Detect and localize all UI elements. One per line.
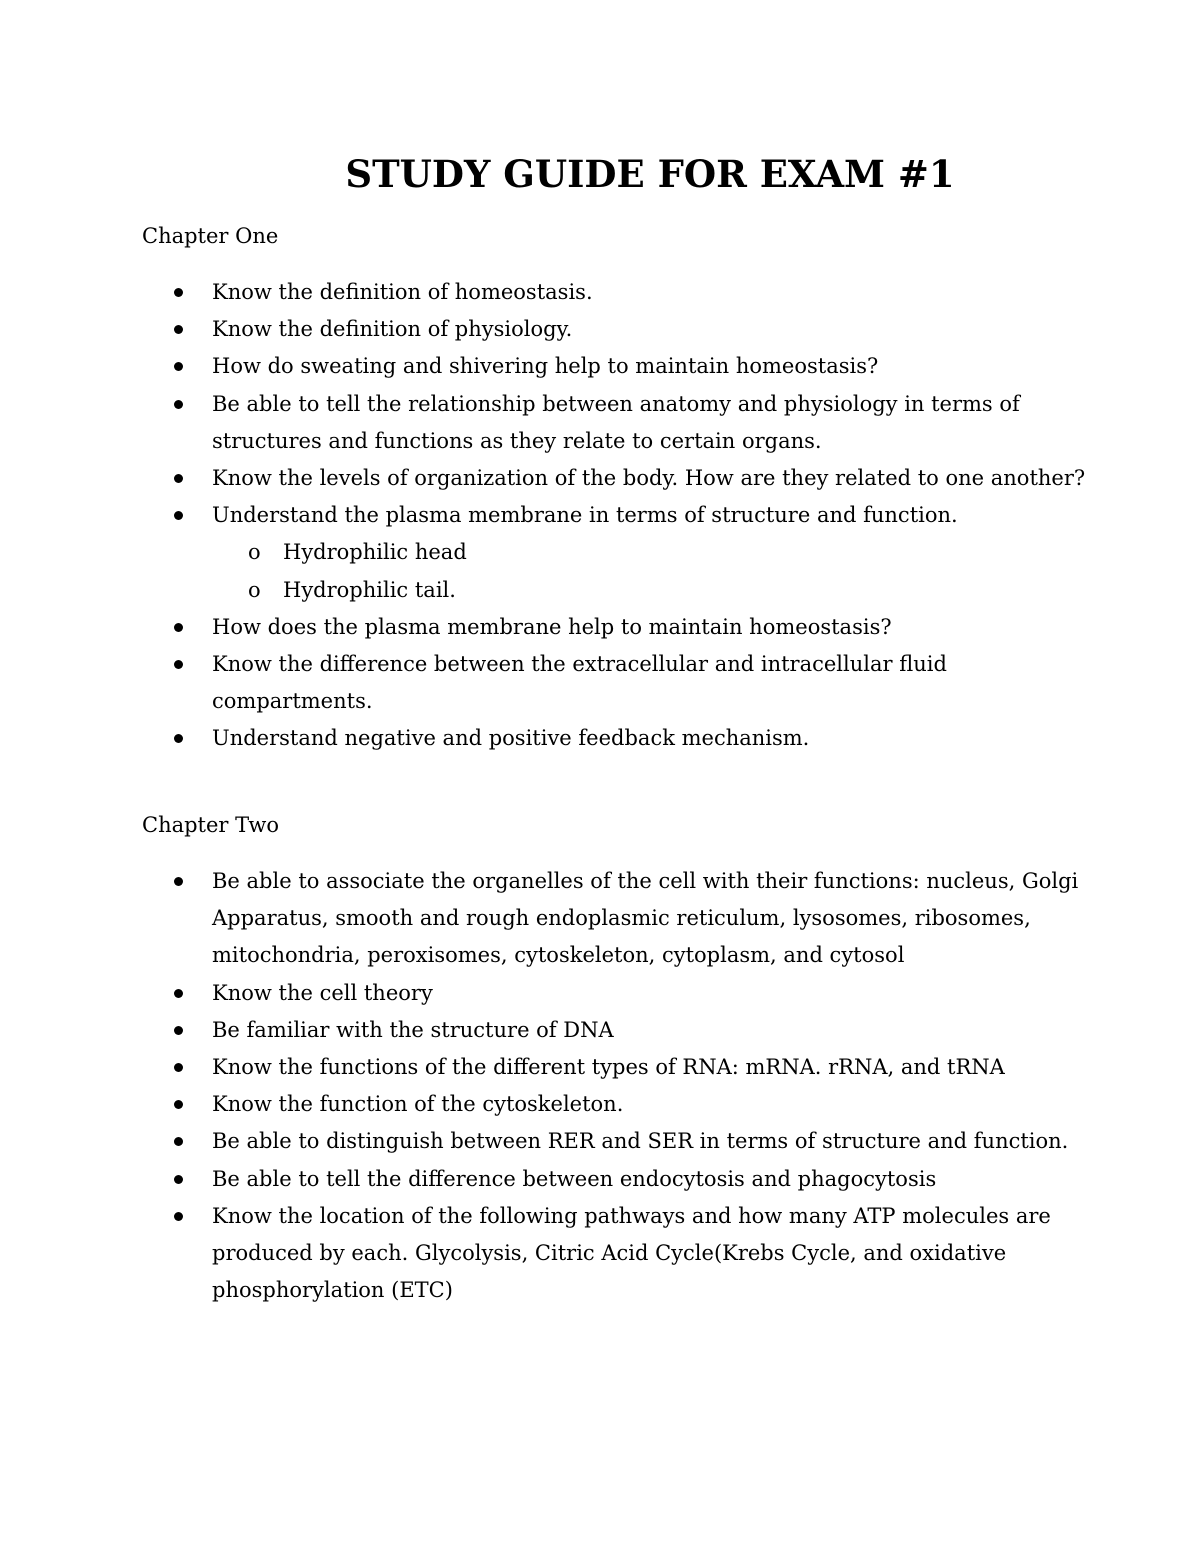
bullet-icon [174,362,183,371]
circle-bullet-icon: o [248,540,261,565]
list-item [142,1198,1102,1310]
bullet-icon [174,660,183,669]
bullet-icon [174,1137,183,1146]
list-item-text: How does the plasma membrane help to maintain homeostasis? [212,614,892,639]
bullet-icon [174,623,183,632]
chapter-two-list [142,863,1102,1309]
list-item-text: Know the functions of the different types of RNA: mRNA. rRNA, and tRNA [212,1055,1005,1080]
list-item-text: Be able to associate the organelles of the cell with their functions: nucleus, Golgi Apparatus, smooth and rough endoplasmic reticulum, lysosomes, ribosomes, mitochondria, peroxisomes, cytoskeleton, cytoplasm, and cytosol [212,869,1079,968]
sub-list-item [142,572,1102,609]
list-item [142,609,1102,646]
bullet-icon [174,511,183,520]
list-item [142,1049,1102,1086]
list-item [142,1161,1102,1198]
list-item-text: Know the definition of homeostasis. [212,280,593,304]
bullet-icon [174,325,183,334]
bullet-icon [174,1063,183,1072]
list-item [142,720,1102,757]
bullet-icon [174,989,183,998]
sub-list-item-text: Hydrophilic tail. [283,577,456,602]
bullet-icon [174,1100,183,1109]
bullet-icon [174,474,183,483]
chapter-one-section [142,221,1102,758]
document-title: STUDY GUIDE FOR EXAM #1 [345,152,955,196]
list-item-text: Be able to distinguish between RER and SER in terms of structure and function. [212,1129,1069,1154]
sub-list-item-text: Hydrophilic head [283,540,467,565]
circle-bullet-icon: o [248,577,261,602]
list-item [142,386,1102,460]
list-item-text: Be familiar with the structure of DNA [212,1017,614,1042]
list-item-text: Understand negative and positive feedback mechanism. [212,726,810,751]
list-item [142,1012,1102,1049]
bullet-icon [174,1175,183,1184]
sub-list-item [142,534,1102,571]
list-item-text: Know the cell theory [212,980,433,1005]
list-item [142,1123,1102,1160]
sub-list [142,534,1102,608]
list-item [142,1086,1102,1123]
bullet-icon [174,288,183,297]
list-item-text: Be able to tell the difference between endocytosis and phagocytosis [212,1166,937,1191]
list-item [142,348,1102,385]
bullet-icon [174,877,183,886]
chapter-one-list [142,274,1102,758]
list-item [142,274,1102,311]
list-item [142,863,1102,975]
list-item-text: Know the location of the following pathways and how many ATP molecules are produced by each. Glycolysis, Citric Acid Cycle(Krebs Cycle, and oxidative phosphorylation (ETC) [212,1203,1051,1303]
list-item [142,646,1102,720]
list-item [142,311,1102,348]
chapter-two-section [142,810,1102,1309]
chapter-one-heading: Chapter One [142,224,279,248]
list-item-text: Understand the plasma membrane in terms of structure and function. [212,503,958,528]
chapter-two-heading: Chapter Two [142,813,280,837]
bullet-icon [174,1026,183,1035]
list-item-text: Know the levels of organization of the body. How are they related to one another? [212,466,1086,491]
list-item-text: Know the function of the cytoskeleton. [212,1092,624,1117]
list-item-text: Know the difference between the extracellular and intracellular fluid compartments. [212,652,947,714]
list-item [142,497,1102,609]
list-item-text: How do sweating and shivering help to maintain homeostasis? [212,354,879,379]
list-item [142,460,1102,497]
list-item [142,975,1102,1012]
bullet-icon [174,400,183,409]
list-item-text: Know the definition of physiology. [212,317,573,342]
list-item-text: Be able to tell the relationship between anatomy and physiology in terms of structures and functions as they relate to certain organs. [212,391,1020,453]
bullet-icon [174,734,183,743]
bullet-icon [174,1212,183,1221]
